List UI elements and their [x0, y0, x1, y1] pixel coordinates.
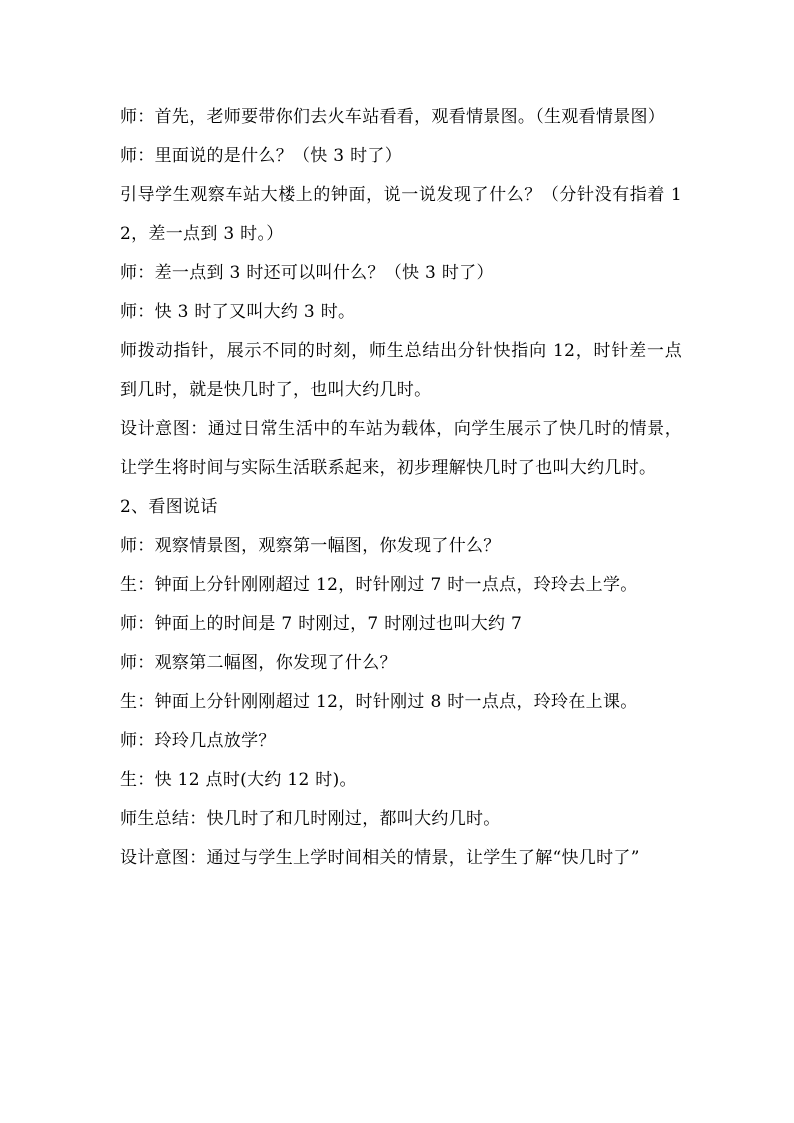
paragraph-design-intent-1: 设计意图：通过日常生活中的车站为载体，向学生展示了快几时的情景，让学生将时间与实际生活联系起来，初步理解快几时了也叫大约几时。 [120, 419, 682, 478]
section-heading-look-and-talk: 2、看图说话 [120, 497, 218, 517]
document-body [120, 98, 682, 878]
paragraph-teacher-question: 师：里面说的是什么？（快 3 时了） [120, 146, 403, 166]
paragraph-student-second-answer: 生：钟面上分针刚刚超过 12，时针刚过 8 时一点点，玲玲在上课。 [120, 692, 638, 712]
paragraph-teacher-intro: 师：首先，老师要带你们去火车站看看，观看情景图。（生观看情景图） [120, 107, 666, 127]
paragraph-student-12-oclock: 生：快 12 点时(大约 12 时)。 [120, 770, 357, 790]
paragraph-teacher-approx-3: 师：快 3 时了又叫大约 3 时。 [120, 302, 356, 322]
paragraph-teacher-demo: 师拨动指针，展示不同的时刻，师生总结出分针快指向 12，时针差一点到几时，就是快几时了，也叫大约几时。 [120, 341, 682, 400]
paragraph-teacher-7-oclock: 师：钟面上的时间是 7 时刚过，7 时刚过也叫大约 7 [120, 614, 523, 634]
paragraph-summary: 师生总结：快几时了和几时刚过，都叫大约几时。 [120, 809, 501, 829]
paragraph-teacher-first-picture: 师：观察情景图，观察第一幅图，你发现了什么？ [120, 536, 501, 556]
paragraph-student-first-answer: 生：钟面上分针刚刚超过 12，时针刚过 7 时一点点，玲玲去上学。 [120, 575, 638, 595]
paragraph-teacher-dismiss-question: 师：玲玲几点放学？ [120, 731, 276, 751]
paragraph-teacher-almost-3: 师：差一点到 3 时还可以叫什么？（快 3 时了） [120, 263, 494, 283]
paragraph-teacher-second-picture: 师：观察第二幅图，你发现了什么？ [120, 653, 397, 673]
paragraph-guide-observe: 引导学生观察车站大楼上的钟面，说一说发现了什么？（分针没有指着 12，差一点到 3 时。） [120, 185, 682, 244]
paragraph-design-intent-2: 设计意图：通过与学生上学时间相关的情景，让学生了解“快几时了” [120, 848, 640, 868]
